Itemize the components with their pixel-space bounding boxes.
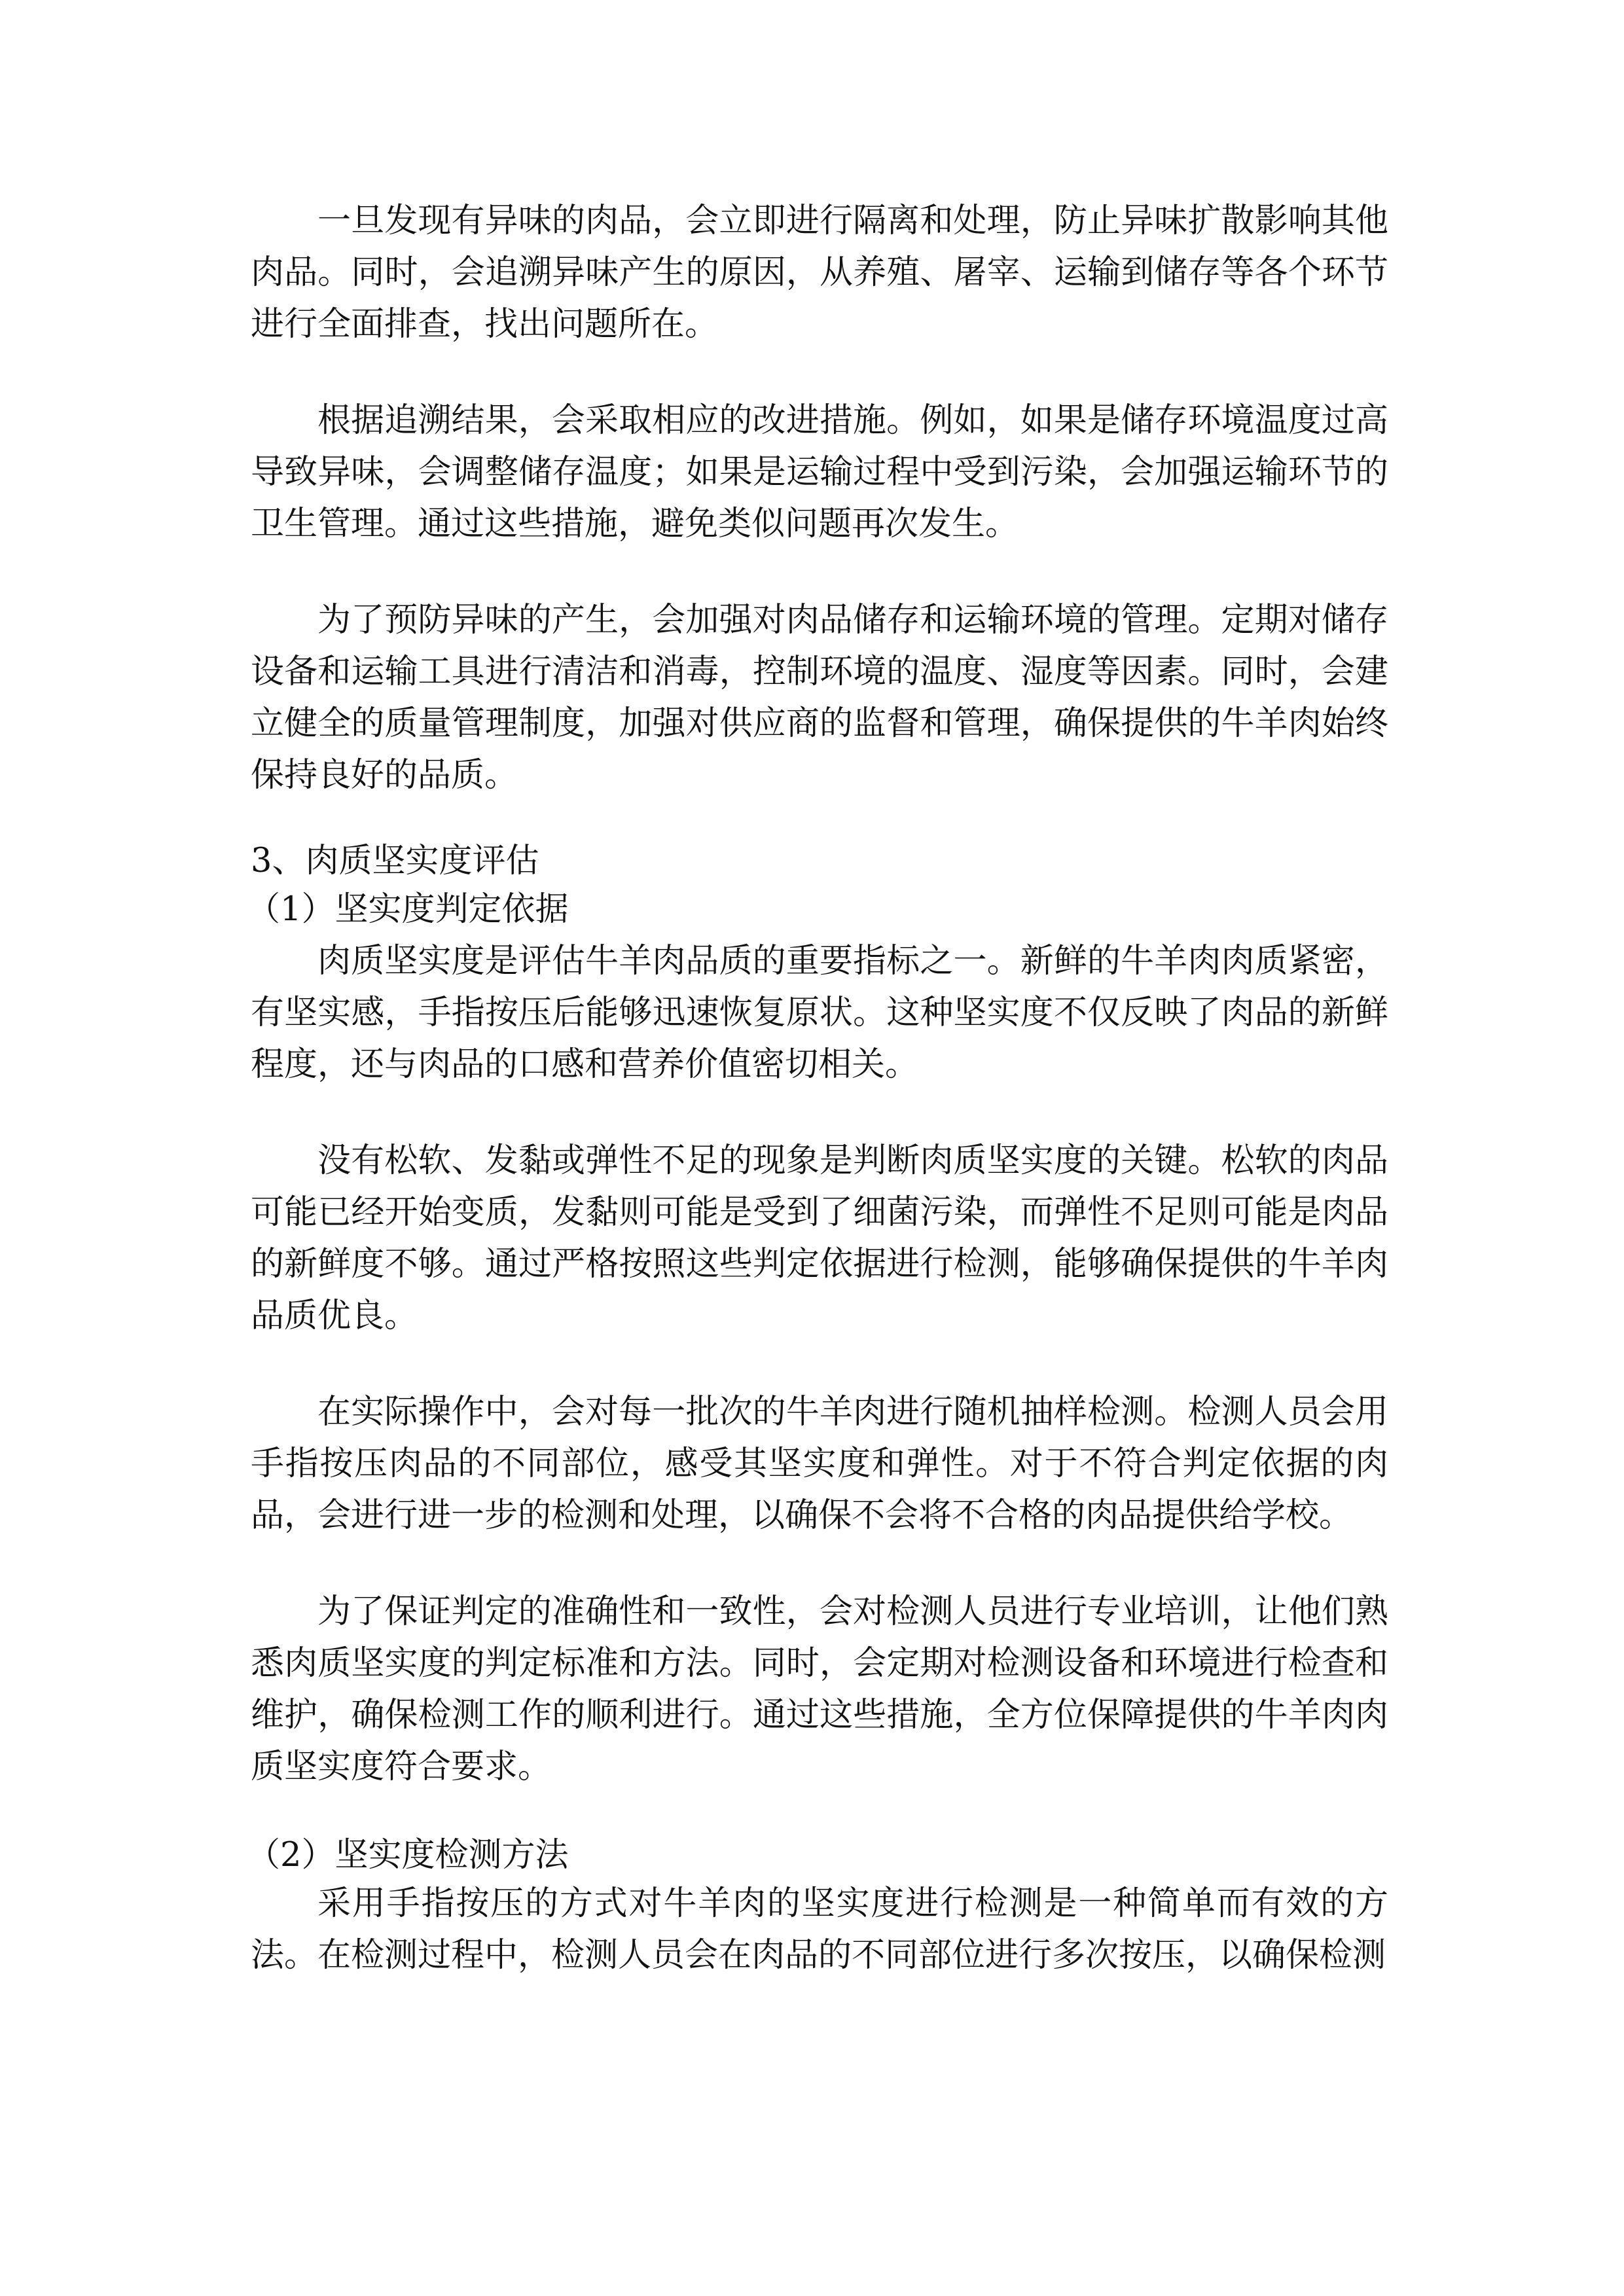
paragraph [251,195,1388,350]
text-line: 法。在检测过程中，检测人员会在肉品的不同部位进行多次按压，以确保检测 [251,1936,1386,1975]
paragraph-group-firmness-method [251,1878,1388,1981]
text-line: 进行全面排查，找出问题所在。 [251,305,719,344]
text-line: 程度，还与肉品的口感和营养价值密切相关。 [251,1045,919,1084]
text-line: 一旦发现有异味的肉品，会立即进行隔离和处理，防止异味扩散影响其他 [317,202,1388,240]
text-line: 为了保证判定的准确性和一致性，会对检测人员进行专业培训，让他们熟 [317,1592,1388,1631]
paragraph [251,1386,1388,1541]
paragraph [251,935,1388,1090]
text-line: 有坚实感，手指按压后能够迅速恢复原状。这种坚实度不仅反映了肉品的新鲜 [251,994,1388,1032]
text-line: 肉质坚实度是评估牛羊肉品质的重要指标之一。新鲜的牛羊肉肉质紧密， [317,942,1388,980]
text-line: 根据追溯结果，会采取相应的改进措施。例如，如果是储存环境温度过高 [317,401,1388,440]
text-line: 品，会进行进一步的检测和处理，以确保不会将不合格的肉品提供给学校。 [251,1496,1353,1535]
subsection-heading-method: （2）坚实度检测方法 [247,1836,569,1874]
document-page [247,195,1388,1981]
subsection-heading-criteria: （1）坚实度判定依据 [247,890,569,929]
text-line: 手指按压肉品的不同部位，感受其坚实度和弹性。对于不符合判定依据的肉 [251,1444,1388,1483]
paragraph-group-firmness-criteria [251,935,1388,1793]
paragraph-group-odor-handling [251,195,1388,801]
text-line: 采用手指按压的方式对牛羊肉的坚实度进行检测是一种简单而有效的方 [317,1884,1388,1923]
text-line: 没有松软、发黏或弹性不足的现象是判断肉质坚实度的关键。松软的肉品 [317,1141,1388,1180]
text-line: 质坚实度符合要求。 [251,1748,552,1786]
text-line: 品质优良。 [251,1297,418,1335]
paragraph [251,1135,1388,1342]
text-line: 的新鲜度不够。通过严格按照这些判定依据进行检测，能够确保提供的牛羊肉 [251,1245,1388,1283]
text-line: 立健全的质量管理制度，加强对供应商的监督和管理，确保提供的牛羊肉始终 [251,704,1388,743]
paragraph [251,1878,1388,1981]
text-line: 肉品。同时，会追溯异味产生的原因，从养殖、屠宰、运输到储存等各个环节 [251,253,1388,292]
paragraph [251,395,1388,550]
text-line: 保持良好的品质。 [251,756,518,795]
section-heading: 3、肉质坚实度评估 [251,842,539,880]
paragraph [251,594,1388,801]
text-line: 设备和运输工具进行清洁和消毒，控制环境的温度、湿度等因素。同时，会建 [251,653,1388,691]
text-line: 维护，确保检测工作的顺利进行。通过这些措施，全方位保障提供的牛羊肉肉 [251,1696,1388,1734]
paragraph [251,1586,1388,1793]
text-line: 导致异味，会调整储存温度；如果是运输过程中受到污染，会加强运输环节的 [251,453,1388,492]
text-line: 悉肉质坚实度的判定标准和方法。同时，会定期对检测设备和环境进行检查和 [251,1644,1388,1683]
text-line: 在实际操作中，会对每一批次的牛羊肉进行随机抽样检测。检测人员会用 [317,1393,1388,1431]
text-line: 可能已经开始变质，发黏则可能是受到了细菌污染，而弹性不足则可能是肉品 [251,1193,1388,1232]
text-line: 卫生管理。通过这些措施，避免类似问题再次发生。 [251,505,1019,543]
text-line: 为了预防异味的产生，会加强对肉品储存和运输环境的管理。定期对储存 [317,601,1388,639]
